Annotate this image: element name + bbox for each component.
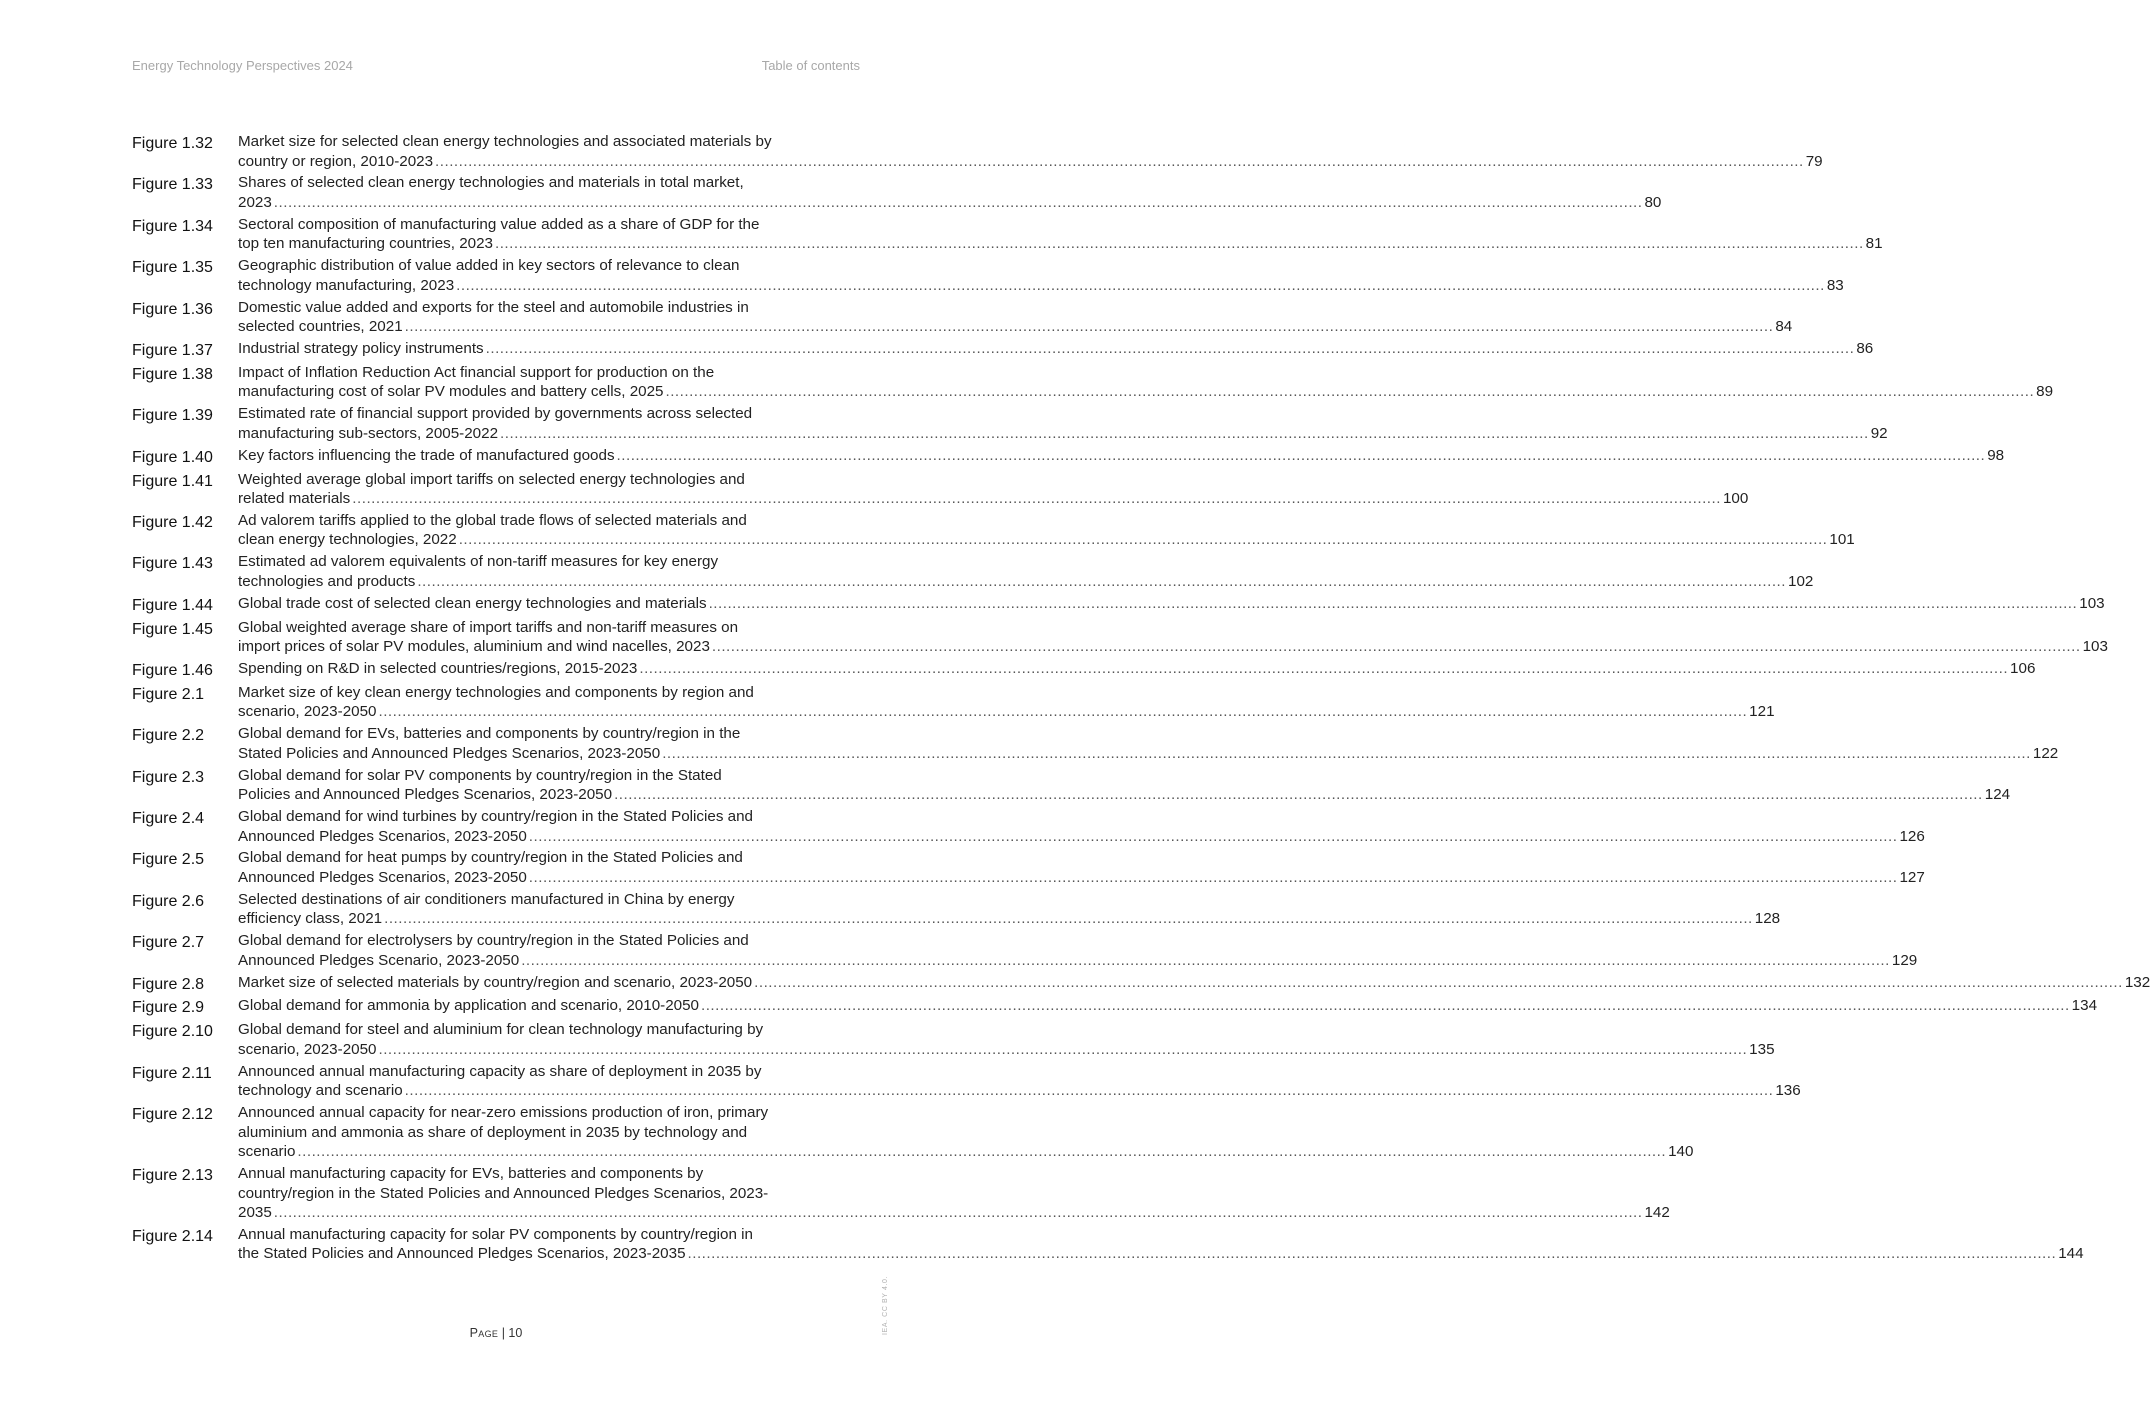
figure-title-last-line: [238, 317, 1792, 337]
dot-leader: [529, 868, 1898, 888]
figure-title: [238, 552, 1813, 591]
toc-entry[interactable]: [132, 511, 1855, 550]
dot-leader: [384, 909, 1753, 929]
toc-entry[interactable]: [132, 724, 2059, 763]
page-reference[interactable]: 101: [1829, 531, 1855, 549]
figure-number: Figure 2.10: [132, 1023, 213, 1041]
figure-title: [238, 1062, 1801, 1101]
figure-title-line: Announced annual manufacturing capacity as share of deployment in 2035 by: [238, 1062, 762, 1080]
figure-title-text: Market size of selected materials by country/region and scenario, 2023-2050: [238, 973, 753, 991]
figure-title-text: scenario: [238, 1143, 296, 1161]
page-reference[interactable]: 121: [1749, 703, 1775, 721]
figure-title-line: Shares of selected clean energy technologies and materials in total market,: [238, 174, 744, 192]
dot-leader: [662, 744, 2031, 764]
toc-entry[interactable]: [132, 766, 2011, 805]
figure-title-text: Announced Pledges Scenarios, 2023-2050: [238, 827, 527, 845]
dot-leader: [521, 951, 1890, 971]
dot-leader: [529, 827, 1898, 847]
figure-number: Figure 1.43: [132, 555, 213, 573]
figure-title-text: Announced Pledges Scenarios, 2023-2050: [238, 868, 527, 886]
figure-number: Figure 1.46: [132, 661, 213, 679]
page-word: Page: [469, 1326, 499, 1340]
figure-title: [238, 931, 1917, 970]
figure-title-last-line: [238, 1203, 1670, 1223]
figure-title: [238, 404, 1888, 443]
figure-title-last-line: [238, 951, 1917, 971]
figure-title-text: Stated Policies and Announced Pledges Scenarios, 2023-2050: [238, 744, 661, 762]
toc-entry[interactable]: [132, 298, 1793, 337]
figure-title: [238, 1020, 1775, 1059]
figure-title: [238, 973, 2150, 993]
page-reference[interactable]: 132: [2124, 973, 2150, 991]
figure-number: Figure 2.14: [132, 1227, 213, 1245]
license-note: IEA. CC BY 4.0.: [882, 1275, 889, 1335]
figure-title-text: top ten manufacturing countries, 2023: [238, 235, 493, 253]
figure-number: Figure 2.3: [132, 768, 205, 786]
figure-title-line: Annual manufacturing capacity for EVs, batteries and components by: [238, 1165, 704, 1183]
figure-number: Figure 1.37: [132, 341, 213, 359]
page-reference[interactable]: 86: [1856, 339, 1874, 357]
toc-entry[interactable]: [132, 618, 2108, 657]
toc-entry[interactable]: [132, 594, 2105, 616]
dot-leader: [639, 659, 2008, 679]
figure-title-last-line: [238, 659, 2035, 679]
figure-title: [238, 363, 2053, 402]
figure-title-line: aluminium and ammonia as share of deployment in 2035 by technology and: [238, 1123, 748, 1141]
page-reference[interactable]: 83: [1826, 276, 1844, 294]
figure-title-line: Annual manufacturing capacity for solar PV components by country/region in: [238, 1225, 753, 1243]
figure-title-line: Market size for selected clean energy technologies and associated materials by: [238, 133, 772, 150]
figure-title-text: Spending on R&D in selected countries/regions, 2015-2023: [238, 659, 638, 677]
dot-leader: [688, 1244, 2057, 1264]
figure-title-last-line: [238, 152, 1823, 172]
dot-leader: [665, 382, 2034, 402]
figure-title-last-line: [238, 193, 1661, 213]
dot-leader: [709, 594, 2078, 614]
figure-title: [238, 807, 1925, 846]
page-reference[interactable]: 124: [1984, 786, 2011, 804]
figure-title-line: Estimated rate of financial support provided by governments across selected: [238, 405, 753, 423]
figure-number: Figure 1.32: [132, 135, 213, 152]
page-number: 10: [508, 1326, 523, 1340]
figure-number: Figure 1.36: [132, 300, 213, 318]
figure-title-last-line: [238, 1081, 1801, 1101]
figure-title-text: selected countries, 2021: [238, 318, 403, 336]
figure-title: [238, 724, 2058, 763]
figure-title-line: Geographic distribution of value added in key sectors of relevance to clean: [238, 257, 740, 275]
toc-entry[interactable]: [132, 973, 2150, 995]
figure-title: [238, 298, 1792, 337]
toc-entry[interactable]: [132, 683, 1775, 722]
figure-title-line: Global demand for heat pumps by country/region in the Stated Policies and: [238, 849, 743, 867]
toc-entry[interactable]: [132, 339, 1874, 361]
figure-title-text: manufacturing sub-sectors, 2005-2022: [238, 424, 499, 442]
figure-title-last-line: [238, 594, 2105, 614]
figure-title-text: clean energy technologies, 2022: [238, 531, 457, 549]
page-footer: [0, 1326, 992, 1340]
figure-title-last-line: [238, 489, 1748, 509]
figure-title-line: Weighted average global import tariffs on selected energy technologies and: [238, 470, 745, 488]
figure-title-last-line: [238, 827, 1925, 847]
page-reference[interactable]: 142: [1644, 1204, 1670, 1222]
figure-title-line: Global demand for steel and aluminium for clean technology manufacturing by: [238, 1021, 764, 1039]
figure-number: Figure 2.8: [132, 975, 205, 993]
figure-title: [238, 446, 2004, 466]
page-reference[interactable]: 100: [1722, 490, 1749, 508]
dot-leader: [352, 489, 1721, 509]
figure-title-last-line: [238, 744, 2058, 764]
figure-title-text: scenario, 2023-2050: [238, 1040, 377, 1058]
figure-title-last-line: [238, 530, 1855, 550]
figure-number: Figure 1.33: [132, 176, 213, 194]
figure-number: Figure 2.11: [132, 1064, 212, 1082]
figure-title-text: technology and scenario: [238, 1082, 403, 1100]
toc-entry[interactable]: [132, 1020, 1775, 1059]
figure-title-last-line: [238, 572, 1813, 592]
page-reference[interactable]: 144: [2058, 1245, 2084, 1263]
page-reference[interactable]: 135: [1749, 1040, 1775, 1058]
figure-title-text: the Stated Policies and Announced Pledges Scenarios, 2023-2035: [238, 1245, 686, 1263]
dot-leader: [274, 193, 1643, 213]
document-title: Energy Technology Perspectives 2024: [132, 58, 353, 73]
figure-number: Figure 2.4: [132, 810, 205, 828]
toc-entry[interactable]: [132, 890, 1781, 929]
toc-entry[interactable]: [132, 807, 1925, 846]
page-reference[interactable]: 84: [1775, 318, 1793, 336]
figure-title-text: scenario, 2023-2050: [238, 703, 377, 721]
figure-title-text: Global trade cost of selected clean energy technologies and materials: [238, 594, 707, 612]
toc-entry[interactable]: [132, 1103, 1694, 1162]
figure-title-text: 2023: [238, 193, 272, 211]
page-reference[interactable]: 127: [1899, 868, 1925, 886]
figure-number: Figure 2.6: [132, 892, 205, 910]
figure-title-last-line: [238, 909, 1780, 929]
figure-number: Figure 2.1: [132, 685, 205, 703]
figure-title-text: technology manufacturing, 2023: [238, 276, 455, 294]
figure-title-last-line: [238, 785, 2010, 805]
toc-entry[interactable]: [132, 659, 2036, 681]
page-reference[interactable]: 140: [1668, 1143, 1694, 1161]
figure-title: [238, 594, 2105, 614]
dot-leader: [297, 1142, 1666, 1162]
dot-leader: [486, 339, 1855, 359]
figure-number: Figure 1.35: [132, 259, 213, 277]
page-reference[interactable]: 122: [2032, 744, 2059, 762]
figure-title-last-line: [238, 339, 1873, 359]
toc-entry[interactable]: [132, 848, 1925, 887]
figure-title-last-line: [238, 1040, 1775, 1060]
figure-title-line: Global demand for EVs, batteries and components by country/region in the: [238, 725, 741, 743]
figure-title-text: Policies and Announced Pledges Scenarios, 2023-2050: [238, 786, 613, 804]
figure-title-text: related materials: [238, 490, 351, 508]
dot-leader: [617, 446, 1986, 466]
toc-entry[interactable]: [132, 132, 1823, 171]
figure-title-text: Announced Pledges Scenario, 2023-2050: [238, 951, 520, 969]
figure-title-last-line: [238, 446, 2004, 466]
page-reference[interactable]: 80: [1644, 193, 1662, 211]
page-reference[interactable]: 129: [1891, 951, 1918, 969]
figure-title-last-line: [238, 996, 2097, 1016]
figure-number: Figure 2.2: [132, 727, 205, 745]
dot-leader: [712, 637, 2081, 657]
page-reference[interactable]: 102: [1788, 572, 1814, 590]
figure-title: [238, 848, 1925, 887]
figure-title-last-line: [238, 868, 1925, 888]
toc-entry[interactable]: [132, 1164, 1670, 1223]
figure-title: [238, 1103, 1693, 1162]
figure-title-line: Announced annual capacity for near-zero emissions production of iron, primary: [238, 1104, 769, 1122]
figure-title-line: Impact of Inflation Reduction Act financial support for production on the: [238, 363, 715, 381]
toc-entry[interactable]: [132, 215, 1883, 254]
page-reference[interactable]: 134: [2071, 997, 2098, 1015]
figure-number: Figure 2.12: [132, 1106, 213, 1124]
figure-title-text: import prices of solar PV modules, aluminium and wind nacelles, 2023: [238, 638, 710, 656]
figure-number: Figure 2.9: [132, 999, 205, 1017]
figure-number: Figure 1.39: [132, 407, 213, 425]
page-reference[interactable]: 103: [2079, 594, 2105, 612]
figure-title: [238, 683, 1775, 722]
figure-title-last-line: [238, 424, 1888, 444]
page-reference[interactable]: 98: [1987, 446, 2005, 464]
figure-title-line: Market size of key clean energy technologies and components by region and: [238, 683, 754, 701]
figure-number: Figure 2.5: [132, 851, 205, 869]
figure-title-text: 2035: [238, 1204, 272, 1222]
figure-title-line: Global demand for wind turbines by country/region in the Stated Policies and: [238, 808, 753, 826]
figure-title-text: manufacturing cost of solar PV modules and battery cells, 2025: [238, 383, 664, 401]
dot-leader: [495, 234, 1864, 254]
toc-entry[interactable]: [132, 1062, 1801, 1101]
dot-leader: [456, 276, 1825, 296]
toc-entry[interactable]: [132, 256, 1844, 295]
dot-leader: [417, 572, 1786, 592]
figure-title-line: Global weighted average share of import tariffs and non-tariff measures on: [238, 618, 739, 636]
figure-title-line: country/region in the Stated Policies and Announced Pledges Scenarios, 2023-: [238, 1184, 769, 1202]
page-reference[interactable]: 126: [1899, 827, 1925, 845]
figure-title-last-line: [238, 973, 2150, 993]
figure-number: Figure 1.45: [132, 620, 213, 638]
figure-title-text: Key factors influencing the trade of manufactured goods: [238, 446, 615, 464]
toc-entry[interactable]: [132, 446, 2005, 468]
figure-title-line: Global demand for electrolysers by country/region in the Stated Policies and: [238, 932, 749, 950]
figure-title-line: Estimated ad valorem equivalents of non-tariff measures for key energy: [238, 553, 719, 571]
dot-leader: [378, 1040, 1747, 1060]
figure-title-text: country or region, 2010-2023: [238, 152, 434, 170]
toc-entry[interactable]: [132, 931, 1918, 970]
figure-number: Figure 2.7: [132, 934, 205, 952]
figure-title-last-line: [238, 234, 1883, 254]
toc-entry[interactable]: [132, 1225, 2084, 1264]
figure-title-last-line: [238, 1142, 1693, 1162]
figure-title: [238, 470, 1748, 509]
figure-title: [238, 339, 1873, 359]
toc-entry[interactable]: [132, 363, 2054, 402]
figure-title: [238, 618, 2108, 657]
figure-title: [238, 215, 1883, 254]
dot-leader: [274, 1203, 1643, 1223]
dot-leader: [701, 996, 2070, 1016]
figure-number: Figure 2.13: [132, 1167, 213, 1185]
figure-title: [238, 132, 1823, 171]
page-reference[interactable]: 106: [2010, 659, 2036, 677]
figure-title-text: technologies and products: [238, 572, 416, 590]
page-reference[interactable]: 136: [1775, 1082, 1801, 1100]
dot-leader: [435, 152, 1804, 172]
figure-title-line: Global demand for solar PV components by country/region in the Stated: [238, 766, 722, 784]
figure-title-text: Global demand for ammonia by application and scenario, 2010-2050: [238, 997, 699, 1015]
dot-leader: [500, 424, 1869, 444]
figure-title: [238, 511, 1855, 550]
figure-title: [238, 996, 2097, 1016]
figure-title: [238, 1225, 2084, 1264]
figure-title-line: Sectoral composition of manufacturing value added as a share of GDP for the: [238, 215, 760, 233]
figure-title-line: Selected destinations of air conditioners manufactured in China by energy: [238, 890, 735, 908]
page-reference[interactable]: 81: [1865, 235, 1883, 253]
figure-number: Figure 1.38: [132, 365, 213, 383]
page-reference[interactable]: 128: [1754, 910, 1781, 928]
table-of-figures: [132, 132, 2150, 1266]
figure-number: Figure 1.34: [132, 217, 213, 235]
figure-title-last-line: [238, 1244, 2084, 1264]
figure-title-last-line: [238, 637, 2108, 657]
figure-title-text: Industrial strategy policy instruments: [238, 339, 484, 357]
toc-entry[interactable]: [132, 552, 1814, 591]
page-reference[interactable]: 92: [1870, 424, 1888, 442]
toc-entry[interactable]: [132, 404, 1888, 443]
dot-leader: [405, 1081, 1774, 1101]
figure-number: Figure 1.44: [132, 596, 213, 614]
section-title: Table of contents: [761, 58, 860, 73]
figure-title: [238, 173, 1661, 212]
figure-title-last-line: [238, 382, 2053, 402]
page-reference[interactable]: 79: [1805, 152, 1823, 170]
figure-number: Figure 1.41: [132, 472, 213, 490]
toc-entry[interactable]: [132, 173, 1662, 212]
figure-title: [238, 1164, 1670, 1223]
dot-leader: [459, 530, 1828, 550]
figure-title-line: Domestic value added and exports for the steel and automobile industries in: [238, 298, 749, 316]
figure-title: [238, 890, 1780, 929]
dot-leader: [614, 785, 1983, 805]
figure-title: [238, 766, 2010, 805]
page-separator: |: [498, 1326, 509, 1340]
figure-number: Figure 1.40: [132, 448, 213, 466]
figure-title-last-line: [238, 702, 1775, 722]
figure-title: [238, 256, 1844, 295]
page-reference[interactable]: 89: [2036, 383, 2054, 401]
dot-leader: [405, 317, 1774, 337]
figure-title: [238, 659, 2035, 679]
toc-entry[interactable]: [132, 470, 1749, 509]
dot-leader: [754, 973, 2123, 993]
dot-leader: [378, 702, 1747, 722]
figure-title-line: Ad valorem tariffs applied to the global trade flows of selected materials and: [238, 511, 747, 529]
toc-entry[interactable]: [132, 996, 2098, 1018]
figure-number: Figure 1.42: [132, 513, 213, 531]
page-reference[interactable]: 103: [2082, 638, 2108, 656]
figure-title-last-line: [238, 276, 1844, 296]
figure-title-text: efficiency class, 2021: [238, 910, 383, 928]
